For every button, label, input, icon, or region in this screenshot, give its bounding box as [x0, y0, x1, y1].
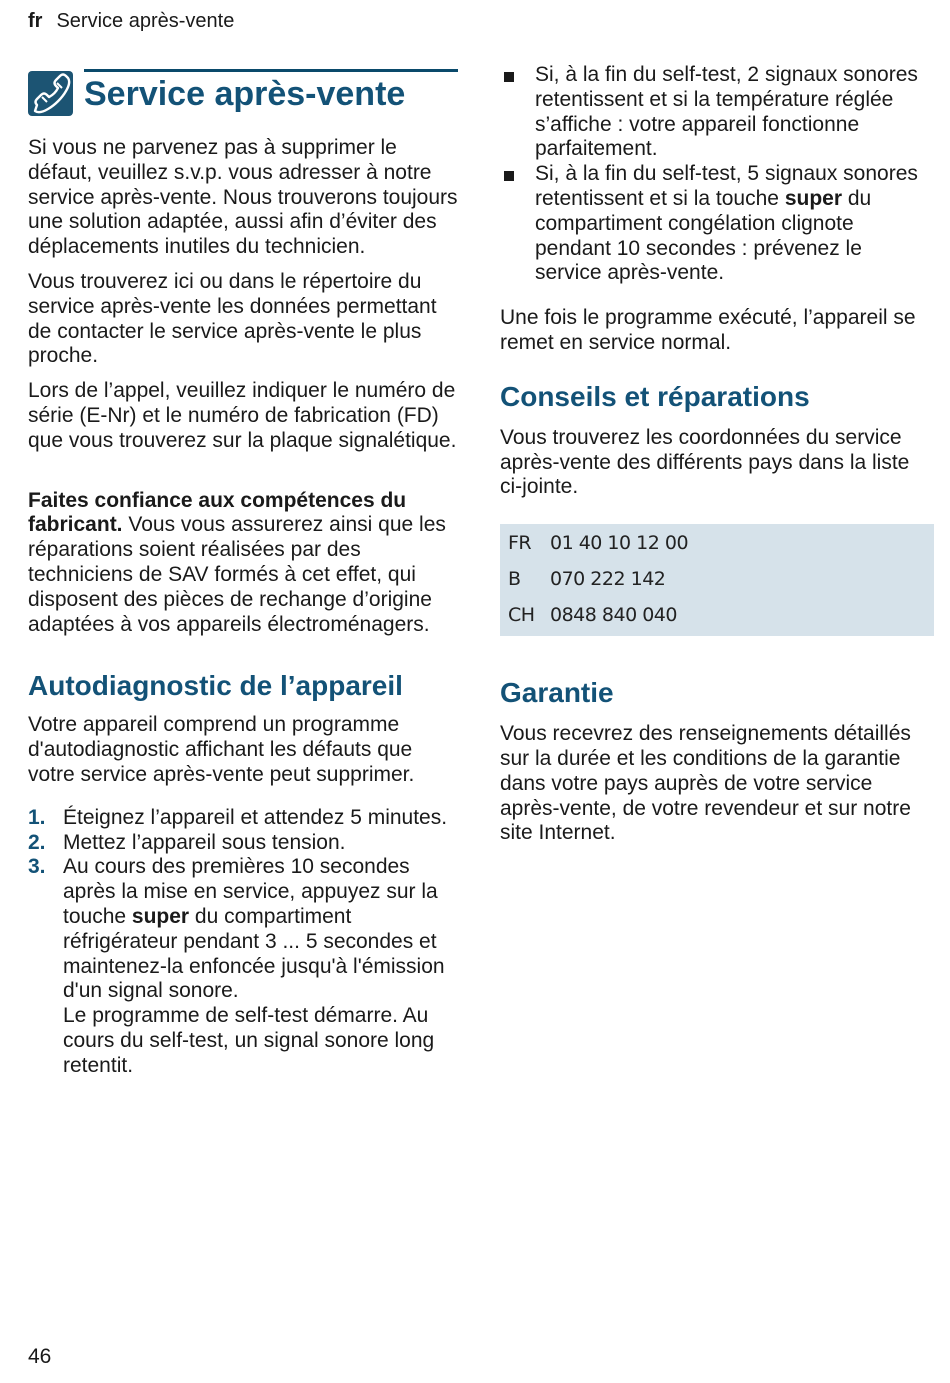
- step-text: Au cours des premières 10 secondes après la mise en service, appuyez sur la touche: [63, 855, 438, 928]
- step-result: Le programme de self-test démarre. Au cours du self-test, un signal sonore long retentit.: [63, 1004, 435, 1077]
- conseils-heading: Conseils et réparations: [500, 380, 810, 412]
- list-item: [500, 63, 934, 162]
- page-number: 46: [28, 1345, 52, 1368]
- phone-number: 01 40 10 12 00: [550, 531, 689, 554]
- left-column: [28, 66, 458, 1079]
- step-number: 1.: [28, 805, 46, 829]
- conseils-paragraph: Vous trouverez les coordonnées du service après-vente des différents pays dans la liste ci-jointe.: [500, 425, 910, 499]
- page-header: [28, 9, 234, 33]
- step-text: du compartiment réfrigérateur pendant 3 ... 5 secondes et maintenez-la enfoncée jusqu'à l'émission d'un signal sonore.: [63, 904, 445, 1003]
- bullet-icon: [504, 171, 514, 181]
- table-row: [500, 561, 934, 597]
- trust-bold: Faites confiance aux compétences du fabricant.: [28, 488, 407, 537]
- list-item: [28, 855, 458, 1078]
- table-row: [500, 525, 934, 561]
- step-text: Mettez l’appareil sous tension.: [63, 830, 346, 854]
- garantie-heading: Garantie: [500, 677, 614, 709]
- super-key-label: super: [131, 904, 190, 928]
- step-number: 2.: [28, 830, 46, 854]
- page-title: Service après-vente: [84, 75, 406, 113]
- phone-number: 0848 840 040: [550, 603, 677, 626]
- garantie-paragraph: Vous recevrez des renseignements détaillés sur la durée et les conditions de la garantie dans votre pays auprès de votre service après-vente, de votre revendeur et sur notre site Internet.: [500, 722, 911, 845]
- trust-paragraph: [28, 489, 458, 638]
- after-program-paragraph: Une fois le programme exécuté, l’appareil se remet en service normal.: [500, 306, 916, 354]
- super-key-label: super: [784, 186, 842, 210]
- right-column: [500, 63, 934, 846]
- directory-paragraph: Vous trouverez ici ou dans le répertoire du service après-vente les données permettant de contacter le service après-vente le plus proche.: [28, 269, 437, 368]
- country-code: FR: [508, 531, 532, 554]
- call-info-paragraph: Lors de l’appel, veuillez indiquer le numéro de série (E-Nr) et le numéro de fabrication (FD) que vous trouverez sur la plaque signalétique.: [28, 379, 457, 452]
- bullet-text: Si, à la fin du self-test, 2 signaux sonores retentissent et si la température réglée s’affiche : votre appareil fonctionne parfaitement.: [535, 63, 918, 161]
- phone-icon: [28, 71, 73, 116]
- table-row: [500, 597, 934, 633]
- steps-list: [28, 806, 458, 1079]
- step-text: Éteignez l’appareil et attendez 5 minutes.: [63, 805, 448, 829]
- bullet-text: du compartiment congélation clignote pendant 10 secondes : prévenez le service après-vente.: [535, 186, 872, 285]
- country-code: B: [508, 567, 521, 590]
- country-code: CH: [508, 603, 535, 626]
- autodiagnostic-heading: Autodiagnostic de l’appareil: [28, 670, 403, 702]
- phone-table: [500, 524, 934, 636]
- title-rule: [84, 69, 458, 72]
- trust-text: Vous vous assurerez ainsi que les réparations soient réalisées par des techniciens de SAV formés à cet effet, qui disposent des pièces de rechange d’origine adaptées à vos appareils électroménagers.: [28, 513, 446, 636]
- list-item: [28, 806, 458, 831]
- bullet-text: Si, à la fin du self-test, 5 signaux sonores retentissent et si la touche: [535, 162, 918, 210]
- bullet-icon: [504, 72, 514, 82]
- language-code: fr: [28, 10, 43, 32]
- header-section: Service après-vente: [56, 10, 235, 32]
- intro-paragraph: Si vous ne parvenez pas à supprimer le défaut, veuillez s.v.p. vous adresser à notre service après-vente. Nous trouverons toujours une solution adaptée, aussi afin d’éviter des déplacements inutiles du technicien.: [28, 136, 458, 259]
- list-item: [500, 162, 934, 286]
- autodiagnostic-paragraph: Votre appareil comprend un programme d'autodiagnostic affichant les défauts que votre service après-vente peut supprimer.: [28, 713, 415, 786]
- list-item: [28, 831, 458, 856]
- phone-number: 070 222 142: [550, 567, 666, 590]
- step-number: 3.: [28, 855, 46, 879]
- title-block: [28, 66, 458, 116]
